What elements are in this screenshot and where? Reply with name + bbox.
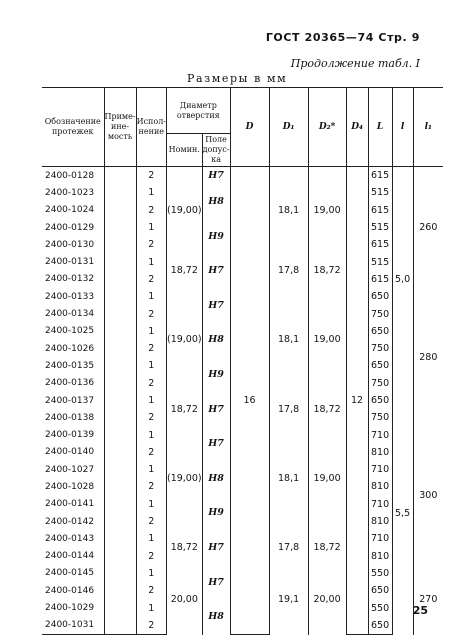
cell-L: 710	[368, 426, 392, 443]
cell-tolerance: H7	[202, 392, 230, 427]
cell-designation: 2400-0143	[42, 530, 104, 547]
cell-designation: 2400-1029	[42, 599, 104, 616]
cell-application	[104, 409, 136, 426]
cell-version: 1	[136, 530, 166, 547]
col-D2: D₂*	[308, 88, 346, 167]
cell-L: 650	[368, 323, 392, 340]
cell-D1: 17,8	[269, 253, 308, 288]
cell-tolerance: H7	[202, 426, 230, 461]
cell-tolerance: H7	[202, 253, 230, 288]
cell-L: 650	[368, 392, 392, 409]
cell-version: 2	[136, 202, 166, 219]
cell-tolerance: H7	[202, 288, 230, 323]
cell-version: 1	[136, 253, 166, 270]
cell-designation: 2400-0135	[42, 357, 104, 374]
cell-l: 5,5	[392, 392, 413, 635]
cell-l1: 280	[413, 288, 443, 426]
cell-application	[104, 271, 136, 288]
cell-l1: 300	[413, 426, 443, 564]
cell-D2: 19,00	[308, 426, 346, 530]
cell-version: 1	[136, 565, 166, 582]
cell-application	[104, 565, 136, 582]
cell-tolerance: H9	[202, 219, 230, 254]
cell-application	[104, 288, 136, 305]
cell-tolerance: H8	[202, 461, 230, 496]
cell-nominal: (19,00)	[166, 288, 202, 392]
cell-D1: 17,8	[269, 530, 308, 565]
cell-L: 650	[368, 582, 392, 599]
col-nominal: Номин.	[166, 134, 202, 167]
cell-D1: 19,1	[269, 565, 308, 635]
cell-version: 2	[136, 444, 166, 461]
cell-tolerance: H7	[202, 167, 230, 185]
cell-tolerance: H8	[202, 323, 230, 358]
dimensions-caption: Размеры в мм	[187, 72, 288, 85]
cell-version: 2	[136, 271, 166, 288]
cell-D: 16	[230, 167, 269, 635]
cell-L: 650	[368, 288, 392, 305]
cell-L: 615	[368, 202, 392, 219]
cell-application	[104, 461, 136, 478]
col-designation: Обозначение протежек	[42, 88, 104, 167]
cell-l1: 270	[413, 565, 443, 635]
cell-designation: 2400-1031	[42, 617, 104, 635]
cell-version: 2	[136, 548, 166, 565]
cell-designation: 2400-1025	[42, 323, 104, 340]
cell-L: 810	[368, 478, 392, 495]
cell-L: 515	[368, 219, 392, 236]
cell-D2: 20,00	[308, 565, 346, 635]
cell-L: 710	[368, 530, 392, 547]
cell-nominal: 20,00	[166, 565, 202, 635]
cell-nominal: (19,00)	[166, 167, 202, 254]
cell-L: 750	[368, 375, 392, 392]
cell-L: 615	[368, 271, 392, 288]
cell-L: 550	[368, 599, 392, 616]
cell-application	[104, 426, 136, 443]
cell-version: 2	[136, 340, 166, 357]
cell-version: 1	[136, 219, 166, 236]
col-hole-diameter: Диаметр отверстия	[166, 88, 230, 134]
col-l: l	[392, 88, 413, 167]
cell-designation: 2400-1028	[42, 478, 104, 495]
cell-L: 810	[368, 548, 392, 565]
cell-version: 1	[136, 461, 166, 478]
col-version: Испол-нение	[136, 88, 166, 167]
cell-designation: 2400-0139	[42, 426, 104, 443]
col-application: Приме-ине-мость	[104, 88, 136, 167]
cell-l: 5,0	[392, 167, 413, 392]
cell-D2: 18,72	[308, 530, 346, 565]
cell-designation: 2400-0137	[42, 392, 104, 409]
col-D4: D₄	[346, 88, 368, 167]
cell-version: 1	[136, 599, 166, 616]
cell-application	[104, 496, 136, 513]
cell-application	[104, 392, 136, 409]
cell-version: 1	[136, 184, 166, 201]
cell-L: 615	[368, 236, 392, 253]
cell-designation: 2400-0129	[42, 219, 104, 236]
cell-D1: 17,8	[269, 392, 308, 427]
cell-designation: 2400-1026	[42, 340, 104, 357]
cell-designation: 2400-1027	[42, 461, 104, 478]
cell-designation: 2400-0145	[42, 565, 104, 582]
cell-application	[104, 375, 136, 392]
cell-application	[104, 202, 136, 219]
cell-application	[104, 253, 136, 270]
cell-designation: 2400-0140	[42, 444, 104, 461]
cell-application	[104, 305, 136, 322]
cell-version: 2	[136, 478, 166, 495]
cell-application	[104, 617, 136, 635]
col-D1: D₁	[269, 88, 308, 167]
cell-version: 2	[136, 305, 166, 322]
col-L: L	[368, 88, 392, 167]
cell-version: 2	[136, 409, 166, 426]
col-l1: l₁	[413, 88, 443, 167]
cell-nominal: (19,00)	[166, 426, 202, 530]
cell-D1: 18,1	[269, 167, 308, 254]
cell-L: 515	[368, 253, 392, 270]
cell-application	[104, 236, 136, 253]
cell-tolerance: H7	[202, 530, 230, 565]
table-continuation-label: Продолжение табл. I	[290, 57, 420, 70]
cell-L: 750	[368, 409, 392, 426]
cell-L: 710	[368, 496, 392, 513]
cell-tolerance: H7	[202, 565, 230, 600]
cell-application	[104, 444, 136, 461]
cell-nominal: 18,72	[166, 392, 202, 427]
col-D: D	[230, 88, 269, 167]
cell-L: 515	[368, 184, 392, 201]
cell-application	[104, 599, 136, 616]
cell-tolerance: H8	[202, 599, 230, 634]
cell-L: 810	[368, 444, 392, 461]
cell-designation: 2400-1024	[42, 202, 104, 219]
cell-L: 550	[368, 565, 392, 582]
cell-L: 710	[368, 461, 392, 478]
cell-version: 1	[136, 357, 166, 374]
cell-designation: 2400-0144	[42, 548, 104, 565]
cell-designation: 2400-0132	[42, 271, 104, 288]
cell-designation: 2400-0138	[42, 409, 104, 426]
cell-version: 1	[136, 496, 166, 513]
cell-version: 2	[136, 582, 166, 599]
cell-designation: 2400-0136	[42, 375, 104, 392]
cell-nominal: 18,72	[166, 530, 202, 565]
cell-designation: 2400-0141	[42, 496, 104, 513]
cell-application	[104, 478, 136, 495]
cell-L: 750	[368, 340, 392, 357]
cell-designation: 2400-0130	[42, 236, 104, 253]
cell-version: 2	[136, 375, 166, 392]
table-row	[42, 167, 443, 185]
cell-tolerance: H9	[202, 496, 230, 531]
cell-designation: 2400-0134	[42, 305, 104, 322]
cell-version: 2	[136, 236, 166, 253]
cell-designation: 2400-0128	[42, 167, 104, 185]
cell-version: 2	[136, 617, 166, 635]
cell-application	[104, 323, 136, 340]
cell-L: 650	[368, 357, 392, 374]
cell-D1: 18,1	[269, 426, 308, 530]
broaches-table	[42, 87, 443, 635]
cell-version: 1	[136, 392, 166, 409]
cell-application	[104, 219, 136, 236]
cell-application	[104, 582, 136, 599]
cell-version: 2	[136, 513, 166, 530]
cell-designation: 2400-1023	[42, 184, 104, 201]
cell-application	[104, 184, 136, 201]
cell-L: 650	[368, 617, 392, 635]
cell-application	[104, 513, 136, 530]
cell-designation: 2400-0131	[42, 253, 104, 270]
cell-l1: 260	[413, 167, 443, 289]
cell-application	[104, 357, 136, 374]
cell-tolerance: H8	[202, 184, 230, 219]
cell-L: 615	[368, 167, 392, 185]
cell-nominal: 18,72	[166, 253, 202, 288]
cell-version: 2	[136, 167, 166, 185]
col-tolerance-field: Поле допус-ка	[202, 134, 230, 167]
cell-D4: 12	[346, 167, 368, 635]
cell-designation: 2400-0146	[42, 582, 104, 599]
cell-D2: 18,72	[308, 392, 346, 427]
cell-D2: 19,00	[308, 167, 346, 254]
cell-designation: 2400-0133	[42, 288, 104, 305]
cell-D1: 18,1	[269, 288, 308, 392]
page-number: 25	[412, 604, 428, 617]
cell-designation: 2400-0142	[42, 513, 104, 530]
cell-tolerance: H9	[202, 357, 230, 392]
page-header: ГОСТ 20365—74 Стр. 9	[265, 31, 420, 44]
cell-application	[104, 340, 136, 357]
cell-application	[104, 167, 136, 185]
cell-version: 1	[136, 426, 166, 443]
cell-L: 750	[368, 305, 392, 322]
cell-version: 1	[136, 288, 166, 305]
cell-D2: 19,00	[308, 288, 346, 392]
cell-L: 810	[368, 513, 392, 530]
cell-application	[104, 548, 136, 565]
cell-D2: 18,72	[308, 253, 346, 288]
cell-application	[104, 530, 136, 547]
cell-version: 1	[136, 323, 166, 340]
